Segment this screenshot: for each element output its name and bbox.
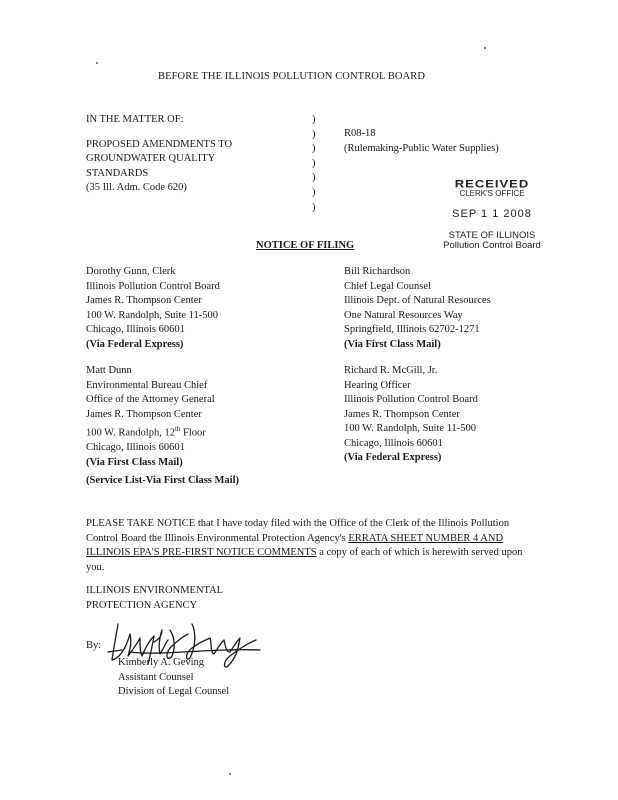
case-info [344,127,499,156]
caption-line: PROPOSED AMENDMENTS TO [86,138,233,150]
recipient-line: 100 W. Randolph, Suite 11-500 [86,309,219,321]
recipient-line: Illinois Pollution Control Board [344,394,478,405]
recipient-line: Illinois Pollution Control Board [86,280,220,292]
stamp-date: SEP 1 1 2008 [452,208,532,220]
recipient-block [86,364,215,470]
signature-by: By: [86,640,102,651]
scan-speck [96,62,98,64]
recipient-line: Chicago, Illinois 60601 [86,442,185,453]
stamp-received: RECEIVED [454,177,530,190]
paren: ) [312,143,316,155]
document-title: BEFORE THE ILLINOIS POLLUTION CONTROL BOARD [158,71,426,82]
paren: ) [312,186,316,198]
recipient-line: Hearing Officer [344,379,411,391]
recipient-line: Matt Dunn [86,365,132,376]
notice-paragraph [86,517,536,576]
signer-division: Division of Legal Counsel [118,686,230,697]
paren: ) [312,201,316,213]
recipient-line: Illinois Dept. of Natural Resources [344,295,491,306]
delivery-method: (Via First Class Mail) [344,338,441,350]
filed-documents: ERRATA SHEET NUMBER 4 AND ILLINOIS EPA'S PRE-FIRST NOTICE COMMENTS [86,532,504,559]
recipient-line: James R. Thompson Center [86,295,202,306]
recipient-line: 100 W. Randolph, Suite 11-500 [344,423,477,434]
scan-speck [229,773,231,775]
stamp-board: Pollution Control Board [443,240,541,251]
delivery-method: (Via Federal Express) [86,338,184,350]
case-caption [86,113,232,196]
stamp-office: CLERK'S OFFICE [459,189,525,198]
recipient-line: One Natural Resources Way [344,309,463,321]
caption-parens [312,113,316,215]
caption-line: STANDARDS [86,167,149,179]
agency-line: PROTECTION AGENCY [86,599,198,611]
caption-line: (35 Ill. Adm. Code 620) [86,182,187,193]
received-stamp [432,176,552,251]
case-number: R08-18 [344,128,376,139]
recipient-line: Springfield, Illinois 62702-1271 [344,324,480,335]
recipient-block [86,265,220,352]
recipient-line: 100 W. Randolph, 12th Floor [86,425,206,439]
stamp-state: STATE OF ILLINOIS [448,230,536,241]
service-list: (Service List-Via First Class Mail) [86,475,239,486]
recipient-line: James R. Thompson Center [344,408,460,420]
signer-title: Assistant Counsel [118,671,194,683]
agency-block [86,584,223,613]
agency-line: ILLINOIS ENVIRONMENTAL [86,585,224,596]
matter-label: IN THE MATTER OF: [86,114,184,125]
recipient-block [344,265,491,352]
delivery-method: (Via First Class Mail) [86,456,183,468]
recipient-line: Office of the Attorney General [86,394,215,405]
recipient-line: Richard R. McGill, Jr. [344,365,438,376]
recipient-line: Chicago, Illinois 60601 [344,437,443,449]
delivery-method: (Via Federal Express) [344,452,442,463]
paren: ) [312,157,316,169]
recipient-line: Chicago, Illinois 60601 [86,324,185,335]
case-type: (Rulemaking-Public Water Supplies) [344,142,499,154]
signer-block [118,656,229,700]
recipient-block [344,364,478,466]
notice-heading: NOTICE OF FILING [256,240,355,251]
paren: ) [312,172,316,184]
recipient-line: Dorothy Gunn, Clerk [86,266,176,277]
caption-line: GROUNDWATER QUALITY [86,153,216,164]
recipient-line: Environmental Bureau Chief [86,379,208,391]
recipient-line: Chief Legal Counsel [344,280,431,292]
paren: ) [312,128,316,140]
paren: ) [312,114,316,125]
recipient-line: James R. Thompson Center [86,408,202,420]
notice-text: PLEASE TAKE NOTICE that I have today filed with the Office of the Clerk of the Illinois Pollution Control Board the Illinois Environmental Protection Agency's [86,518,510,544]
scan-speck [484,47,486,49]
recipient-line: Bill Richardson [344,266,411,277]
signer-name: Kimberly A. Geving [118,657,205,668]
notice-text: a copy of each of which is herewith served upon you. [86,547,523,574]
